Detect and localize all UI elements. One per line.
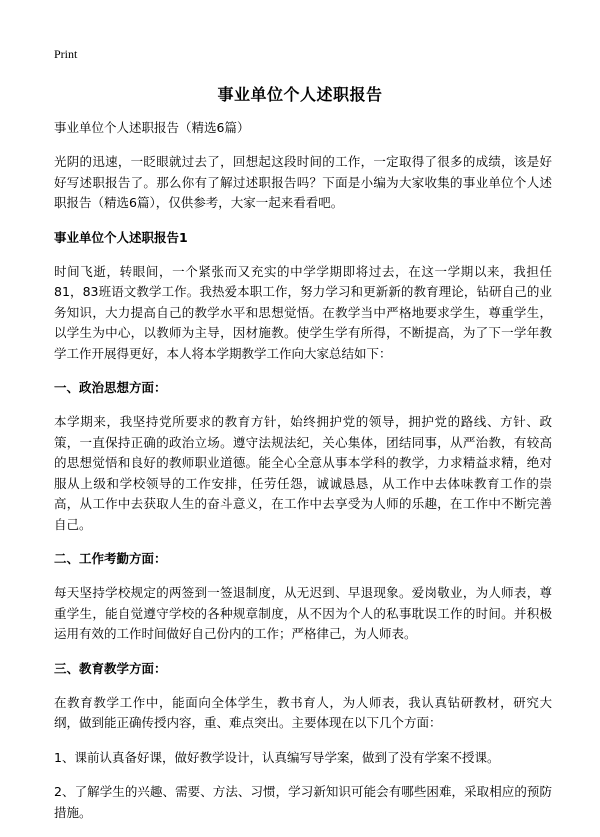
list-item: 1、课前认真备好课，做好教学设计，认真编写导学案，做到了没有学案不授课。 <box>54 749 500 765</box>
teaching-paragraph: 在教育教学工作中，能面向全体学生，教书育人，为人师表，我认真钻研教材，研究大纲，做到能正确传授内容，重、难点突出。主要体现在以下几个方面： <box>54 694 552 730</box>
heading-politics: 一、政治思想方面： <box>54 380 167 395</box>
section-title: 事业单位个人述职报告1 <box>54 229 188 245</box>
page-title: 事业单位个人述职报告 <box>217 85 383 104</box>
document-body <box>54 118 552 837</box>
politics-paragraph: 本学期来，我坚持党所要求的教育方针，始终拥护党的领导，拥护党的路线、方针、政策，一直保持正确的政治立场。遵守法规法纪，关心集体，团结同事，从严治教，有较高的思想觉悟和良好的教师职业道德。能全心全意从事本学科的教学，力求精益求精，绝对服从上级和学校领导的工作安排，任劳任怨，诚诚恳恳，从工作中去体味教育工作的崇高，从工作中去获取人生的奋斗意义，在工作中去享受为人师的乐趣，在工作中不断完善自己。 <box>54 414 552 532</box>
heading-teaching: 三、教育教学方面： <box>54 660 167 676</box>
attendance-paragraph: 每天坚持学校规定的两签到一签退制度，从无迟到、早退现象。爱岗敬业，为人师表，尊重学生，能自觉遵守学校的各种规章制度，从不因为个人的私事耽误工作的时间。并积极运用有效的工作时间做好自己份内的工作；严格律己，为人师表。 <box>54 585 552 641</box>
document-subtitle: 事业单位个人述职报告（精选6篇） <box>54 120 250 135</box>
list-item: 2、了解学生的兴趣、需要、方法、习惯，学习新知识可能会有哪些困难，采取相应的预防措施。 <box>54 784 552 820</box>
intro-paragraph: 光阴的迅速，一眨眼就过去了，回想起这段时间的工作，一定取得了很多的成绩，该是好好写述职报告了。那么你有了解过述职报告吗？下面是小编为大家收集的事业单位个人述职报告（精选6篇），仅供参考，大家一起来看看吧。 <box>54 154 552 210</box>
section-intro-paragraph: 时间飞逝，转眼间，一个紧张而又充实的中学学期即将过去，在这一学期以来，我担任81，83班语文教学工作。我热爱本职工作，努力学习和更新新的教育理论，钻研自己的业务知识，大力提高自己的教学水平和思想觉悟。在教学当中严格地要求学生，尊重学生，以学生为中心，以教师为主导，因材施教。使学生学有所得，不断提高，为了下一学年教学工作开展得更好，本人将本学期教学工作向大家总结如下： <box>54 263 552 361</box>
heading-attendance: 二、工作考勤方面： <box>54 551 167 566</box>
print-link[interactable]: Print <box>54 47 78 61</box>
